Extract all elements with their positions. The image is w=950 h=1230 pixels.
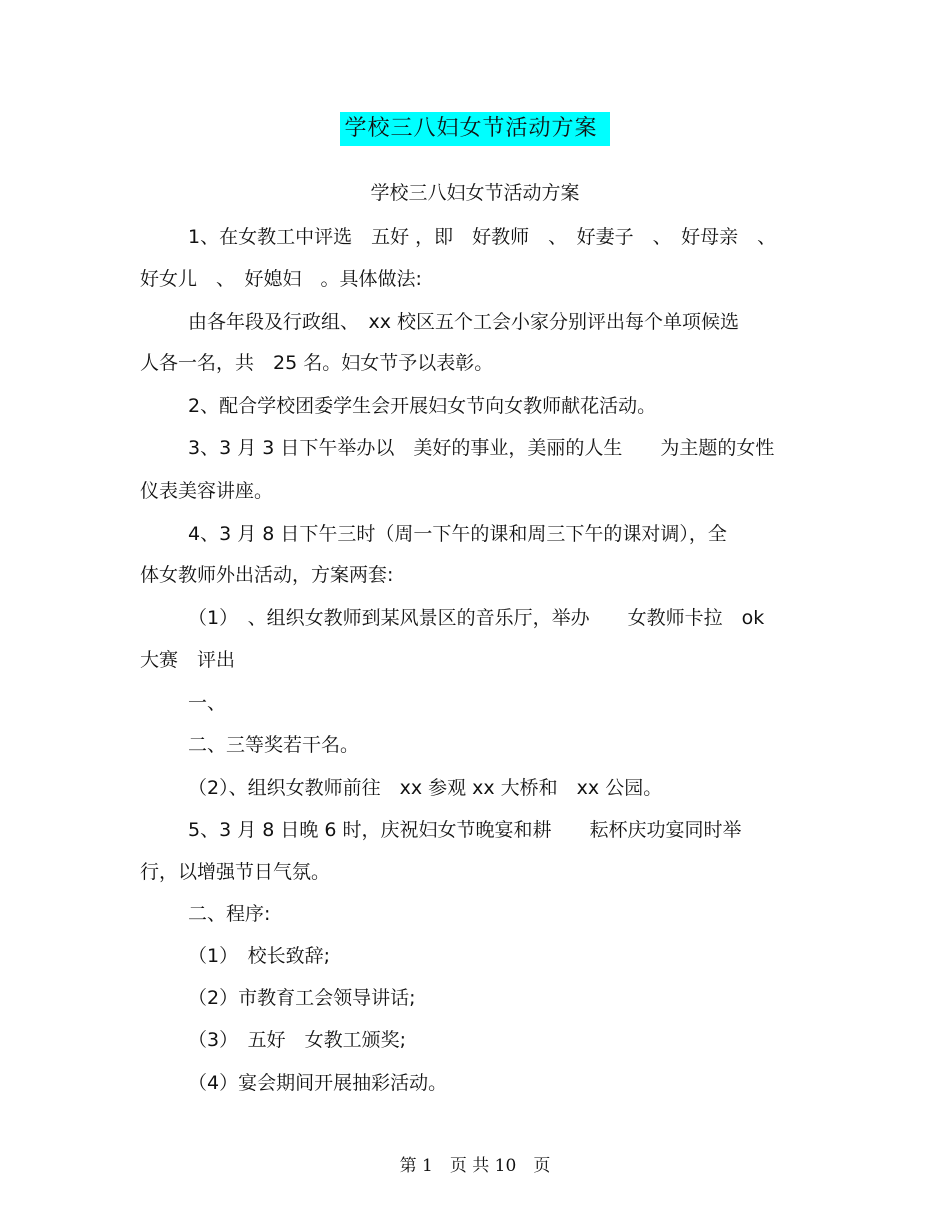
body-line: 4、3 月 8 日下午三时（周一下午的课和周三下午的课对调），全 — [188, 523, 727, 545]
body-line: 二、程序: — [188, 903, 271, 925]
body-line: 3、3 月 3 日下午举办以 美好的事业，美丽的人生 为主题的女性 — [188, 437, 775, 459]
document-subtitle: 学校三八妇女节活动方案 — [370, 182, 580, 204]
body-line: 行，以增强节日气氛。 — [140, 861, 331, 883]
body-line: 人各一名，共 25 名。妇女节予以表彰。 — [140, 352, 494, 374]
title-container — [0, 112, 950, 146]
body-line: 5、3 月 8 日晚 6 时，庆祝妇女节晚宴和耕 耘杯庆功宴同时举 — [188, 819, 742, 841]
body-line: 仪表美容讲座。 — [140, 480, 274, 502]
body-line: （2）市教育工会领导讲话; — [188, 987, 416, 1009]
body-line: 大赛 评出 — [140, 649, 236, 671]
body-line: （2）、组织女教师前往 xx 参观 xx 大桥和 xx 公园。 — [188, 777, 663, 799]
page-footer: 第 1 页 共 10 页 — [399, 1156, 551, 1176]
body-line: 好女儿 、 好媳妇 。具体做法: — [140, 268, 422, 290]
body-line: （3） 五好 女教工颁奖; — [188, 1029, 406, 1051]
body-line: 由各年段及行政组、 xx 校区五个工会小家分别评出每个单项候选 — [188, 311, 740, 333]
body-line: 1、在女教工中评选 五好 ，即 好教师 、 好妻子 、 好母亲 、 — [188, 226, 777, 248]
body-line: （1） 校长致辞; — [188, 945, 330, 967]
body-line: （4）宴会期间开展抽彩活动。 — [188, 1072, 448, 1094]
body-line: 体女教师外出活动，方案两套: — [140, 564, 394, 586]
body-line: 一、 — [188, 692, 227, 714]
document-title: 学校三八妇女节活动方案 — [340, 112, 609, 146]
body-line: 二、三等奖若干名。 — [188, 734, 360, 756]
body-line: （1） 、组织女教师到某风景区的音乐厅，举办 女教师卡拉 ok — [188, 607, 765, 629]
body-line: 2、配合学校团委学生会开展妇女节向女教师献花活动。 — [188, 395, 657, 417]
